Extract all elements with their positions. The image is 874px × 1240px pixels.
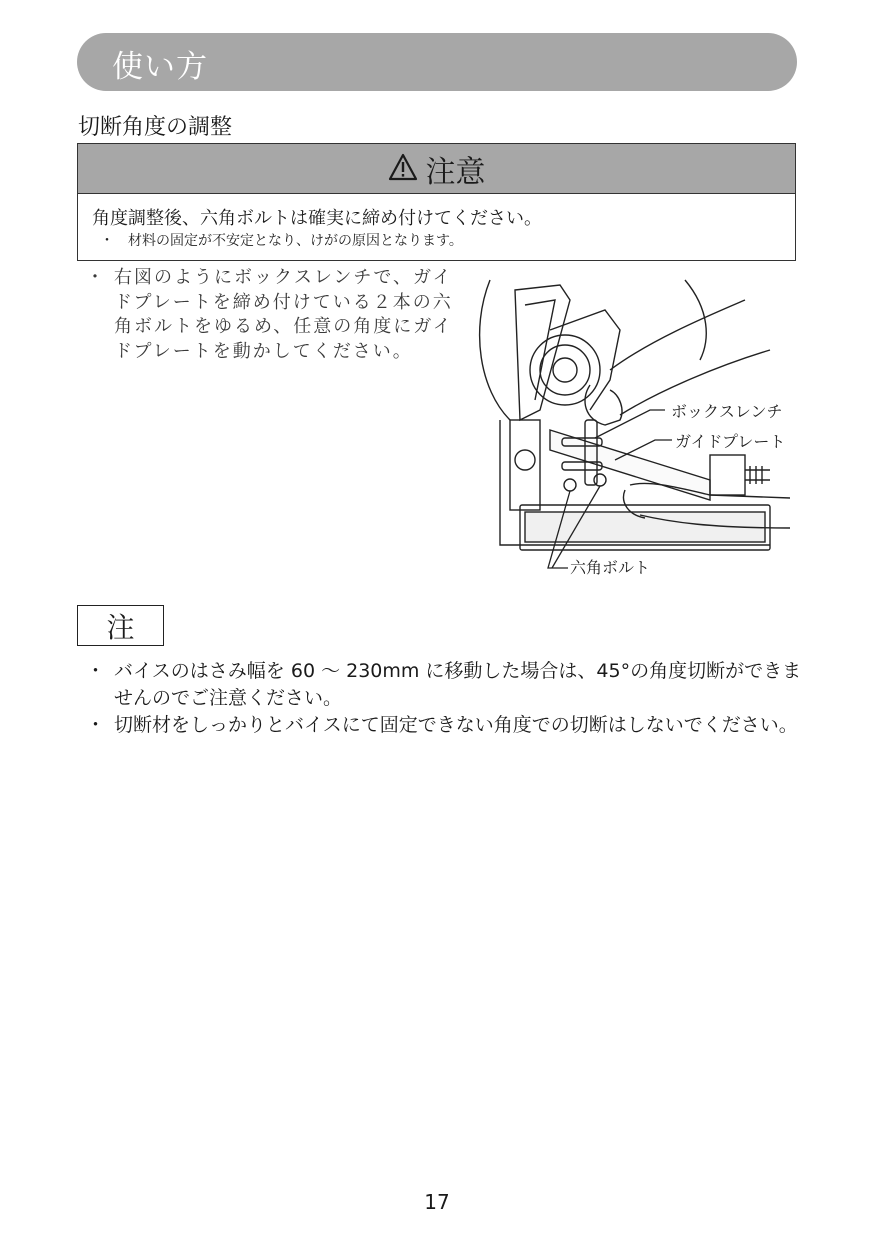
note-label: 注: [106, 610, 135, 644]
caution-title: 注意: [425, 154, 486, 190]
procedure-item: [86, 266, 458, 364]
warning-triangle-icon: [388, 153, 418, 185]
note-list: [86, 658, 802, 739]
section-heading: 切断角度の調整: [78, 115, 233, 140]
note-item-text: 切断材をしっかりとバイスにて固定できない角度での切断はしないでください。: [114, 714, 798, 736]
list-item: [86, 658, 802, 712]
callout-guide-plate: ガイドプレート: [675, 432, 786, 451]
callout-hex-bolt: 六角ボルト: [570, 558, 651, 577]
caution-header: [78, 144, 795, 194]
procedure-item-text: 右図のようにボックスレンチで、ガイドプレートを締め付けている２本の六角ボルトをゆるめ、任意の角度にガイドプレートを動かしてください。: [114, 267, 453, 362]
callout-box-wrench: ボックスレンチ: [671, 402, 783, 421]
note-box: [77, 605, 164, 646]
bullet-dot: ・: [86, 660, 106, 682]
saw-line-drawing: [470, 270, 800, 580]
procedure-text: [86, 266, 458, 364]
note-item-text: バイスのはさみ幅を 60 ～ 230mm に移動した場合は、45°の角度切断ができませんのでご注意ください。: [114, 660, 802, 709]
bullet-dot: ・: [86, 267, 106, 288]
page-title: 使い方: [112, 49, 208, 85]
caution-sub-text: [100, 230, 463, 250]
header-bar: [77, 33, 797, 91]
list-item: [86, 712, 802, 739]
caution-sub-label: 材料の固定が不安定となり、けがの原因となります。: [128, 233, 463, 249]
caution-box: [77, 143, 796, 261]
bullet-dot: ・: [86, 714, 106, 736]
cut-off-saw-illustration: [470, 270, 800, 580]
page-number: 17: [424, 1190, 450, 1214]
bullet-dot: ・: [100, 233, 114, 249]
caution-main-text: 角度調整後、六角ボルトは確実に締め付けてください。: [92, 208, 542, 229]
